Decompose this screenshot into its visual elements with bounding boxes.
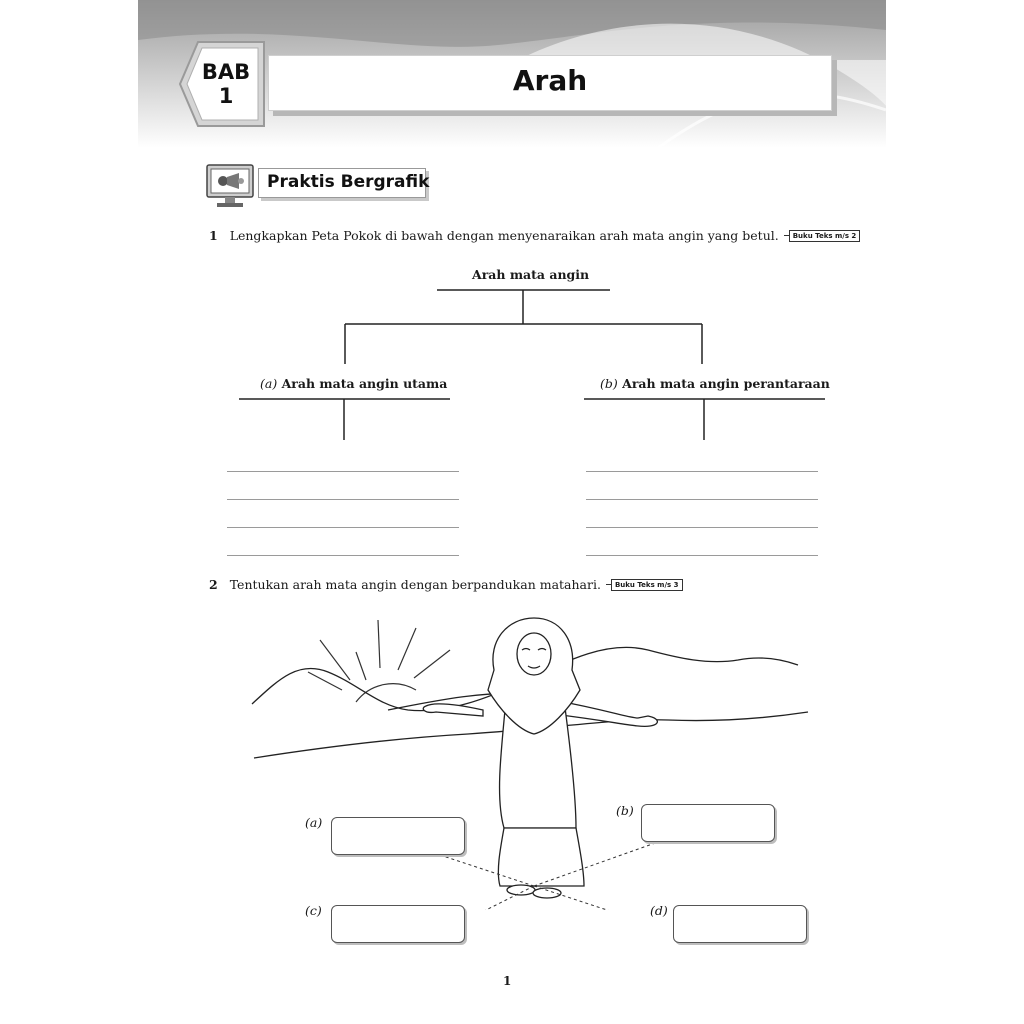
landscape-illustration bbox=[238, 610, 818, 910]
tree-branch-a bbox=[260, 376, 447, 391]
branch-a-label: Arah mata angin utama bbox=[281, 376, 448, 391]
answer-line-b4[interactable] bbox=[586, 555, 818, 556]
answer-line-b2[interactable] bbox=[586, 499, 818, 500]
girl-figure-icon bbox=[423, 618, 657, 898]
textbook-reference-2: Buku Teks m/s 3 bbox=[611, 579, 683, 591]
section-title: Praktis Bergrafik bbox=[267, 172, 430, 192]
box-d-label: (d) bbox=[650, 903, 668, 918]
page-number: 1 bbox=[503, 974, 512, 988]
tree-branch-b bbox=[600, 376, 830, 391]
answer-box-a[interactable] bbox=[331, 817, 465, 855]
answer-line-a3[interactable] bbox=[227, 527, 459, 528]
chapter-number: 1 bbox=[218, 84, 234, 108]
question-2-number: 2 bbox=[209, 577, 218, 592]
chapter-label: BAB bbox=[201, 60, 251, 84]
answer-line-a1[interactable] bbox=[227, 471, 459, 472]
textbook-reference-1: Buku Teks m/s 2 bbox=[789, 230, 861, 242]
answer-line-a4[interactable] bbox=[227, 555, 459, 556]
answer-line-a2[interactable] bbox=[227, 499, 459, 500]
question-1-text: Lengkapkan Peta Pokok di bawah dengan menyenaraikan arah mata angin yang betul. bbox=[229, 228, 779, 243]
branch-b-label: Arah mata angin perantaraan bbox=[622, 376, 830, 391]
tree-map-lines bbox=[138, 0, 886, 460]
chapter-title: Arah bbox=[512, 64, 588, 97]
box-b-label: (b) bbox=[616, 803, 634, 818]
worksheet-page bbox=[138, 0, 886, 1024]
question-1-number: 1 bbox=[209, 228, 218, 243]
box-a-label: (a) bbox=[305, 815, 323, 830]
answer-box-b[interactable] bbox=[641, 804, 775, 842]
branch-a-letter: (a) bbox=[260, 376, 278, 391]
answer-line-b1[interactable] bbox=[586, 471, 818, 472]
answer-box-c[interactable] bbox=[331, 905, 465, 943]
branch-b-letter: (b) bbox=[600, 376, 618, 391]
sun-icon bbox=[308, 620, 450, 702]
answer-box-d[interactable] bbox=[673, 905, 807, 943]
box-c-label: (c) bbox=[305, 903, 322, 918]
question-2-text: Tentukan arah mata angin dengan berpandukan matahari. bbox=[229, 577, 601, 592]
answer-line-b3[interactable] bbox=[586, 527, 818, 528]
tree-root-label: Arah mata angin bbox=[472, 267, 590, 282]
question-2 bbox=[209, 577, 683, 592]
